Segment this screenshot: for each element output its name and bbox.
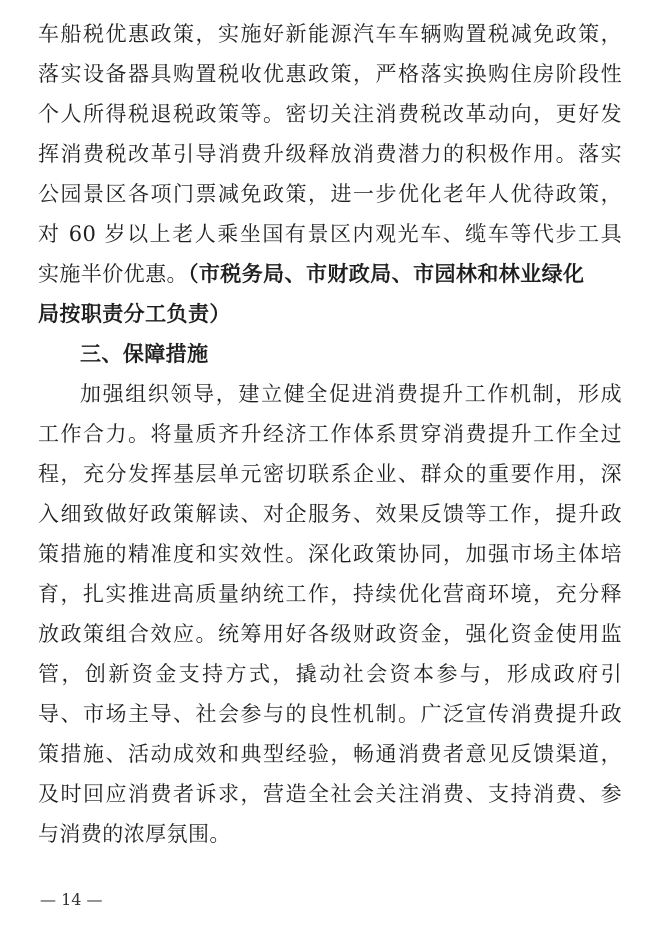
paragraph1-line-7 (38, 254, 622, 294)
paragraph2-line-9: 导、市场主导、社会参与的良性机制。广泛宣传消费提升政 (38, 702, 622, 726)
page-number: — 14 — (40, 890, 103, 909)
paragraph2-line-3: 程，充分发挥基层单元密切联系企业、群众的重要作用，深 (38, 462, 622, 486)
paragraph1-line-7-text: 实施半价优惠。 (38, 262, 188, 286)
paragraph2-line-4: 入细致做好政策解读、对企服务、效果反馈等工作，提升政 (38, 502, 622, 526)
paragraph2-line-10: 策措施、活动成效和典型经验，畅通消费者意见反馈渠道， (38, 742, 622, 766)
responsible-departments-cont: 局按职责分工负责） (38, 301, 231, 326)
paragraph2-line-6: 育，扎实推进高质量纳统工作，持续优化营商环境，充分释 (38, 582, 622, 606)
paragraph2-line-12: 与消费的浓厚氛围。 (38, 822, 231, 846)
paragraph1-line-1: 车船税优惠政策，实施好新能源汽车车辆购置税减免政策， (38, 22, 622, 46)
paragraph2-line-1: 加强组织领导，建立健全促进消费提升工作机制，形成 (80, 382, 622, 406)
paragraph2-line-8: 管，创新资金支持方式，撬动社会资本参与，形成政府引 (38, 662, 622, 686)
paragraph2-line-2: 工作合力。将量质齐升经济工作体系贯穿消费提升工作全过 (38, 422, 622, 446)
paragraph1-line-4: 挥消费税改革引导消费升级释放消费潜力的积极作用。落实 (38, 142, 622, 166)
paragraph1-line-6: 对 60 岁以上老人乘坐国有景区内观光车、缆车等代步工具 (38, 222, 622, 246)
paragraph2-line-7: 放政策组合效应。统筹用好各级财政资金，强化资金使用监 (38, 622, 622, 646)
paragraph1-line-3: 个人所得税退税政策等。密切关注消费税改革动向，更好发 (38, 102, 622, 126)
responsible-departments: （市税务局、市财政局、市园林和林业绿化 (187, 261, 585, 286)
paragraph1-line-2: 落实设备器具购置税收优惠政策，严格落实换购住房阶段性 (38, 62, 622, 86)
paragraph2-line-5: 策措施的精准度和实效性。深化政策协同，加强市场主体培 (38, 542, 622, 566)
section-heading: 三、保障措施 (80, 341, 209, 366)
paragraph1-line-5: 公园景区各项门票减免政策，进一步优化老年人优待政策， (38, 182, 622, 206)
paragraph2-line-11: 及时回应消费者诉求，营造全社会关注消费、支持消费、参 (38, 782, 622, 806)
